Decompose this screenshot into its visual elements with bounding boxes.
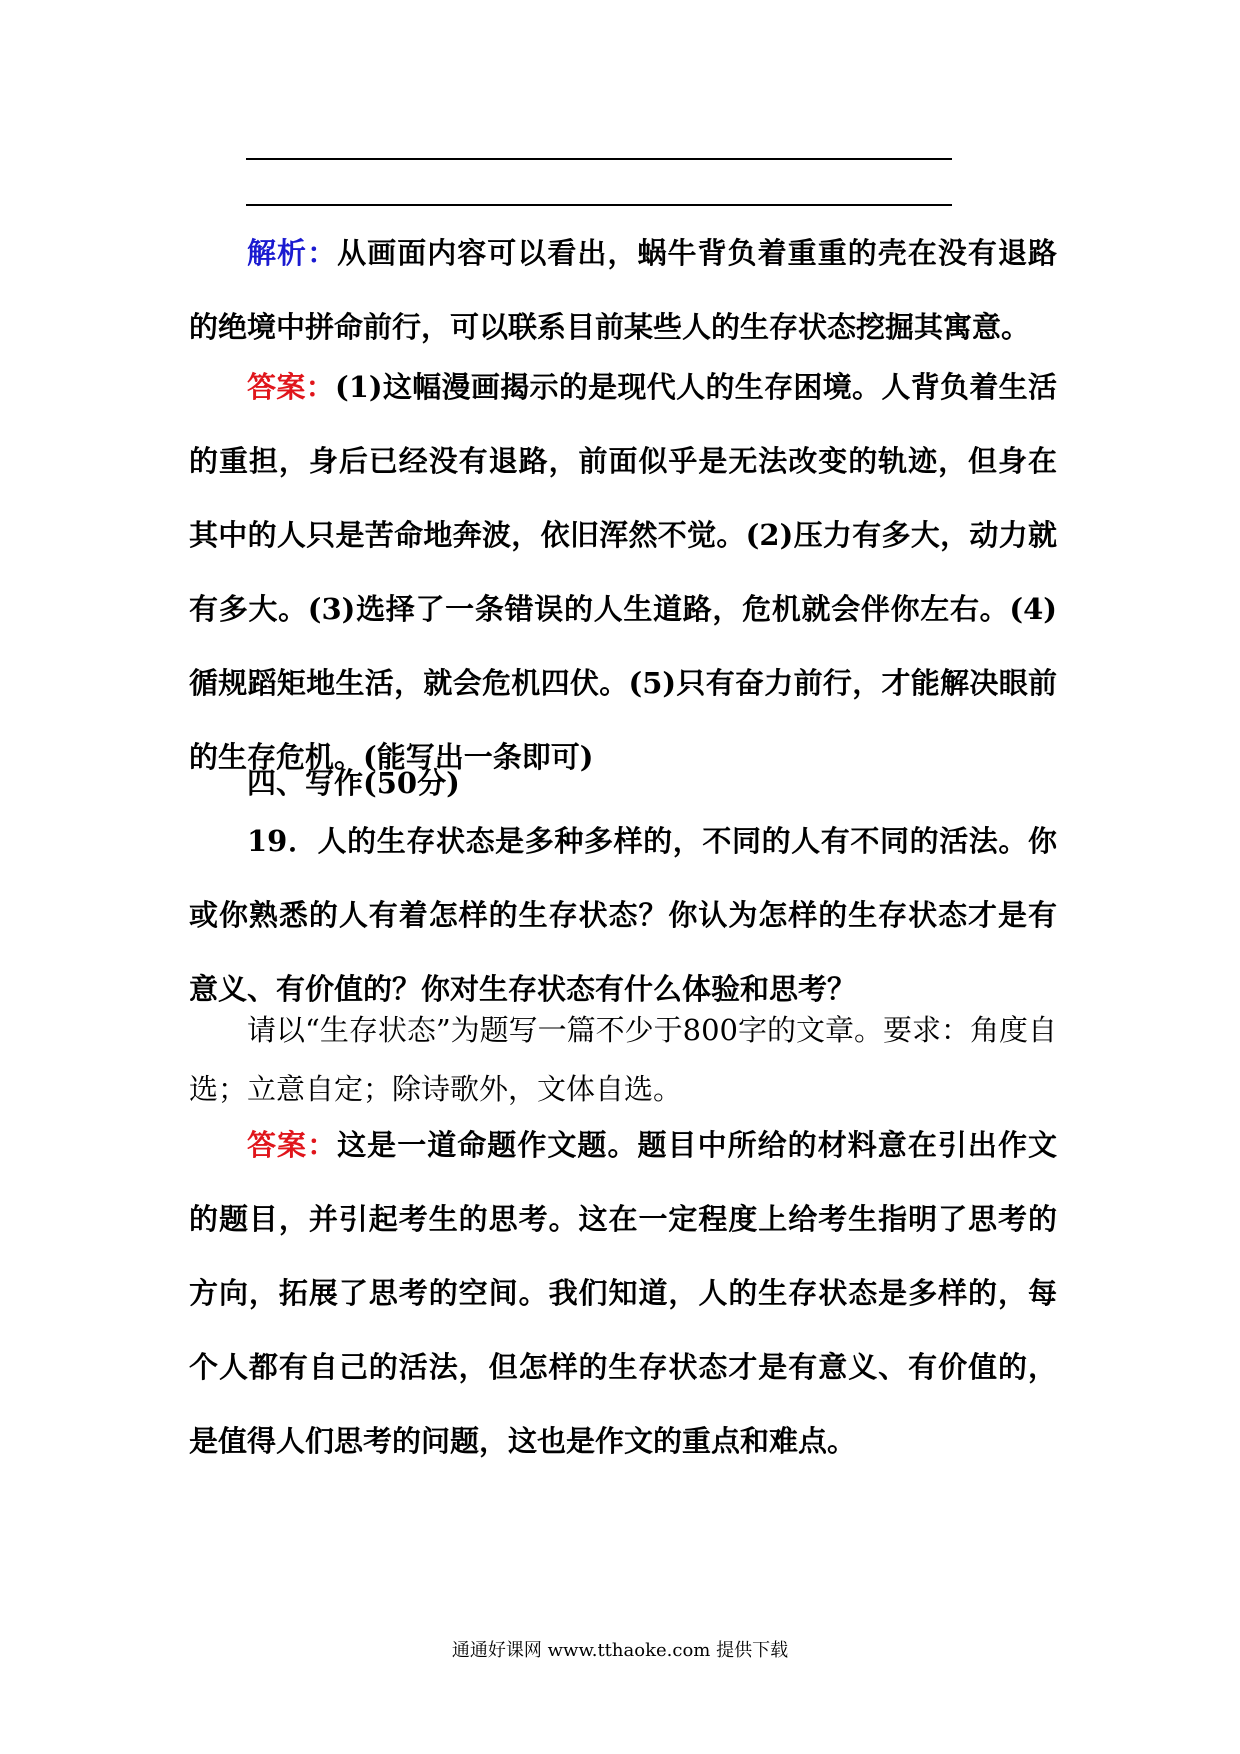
question-19-text: 19．人的生存状态是多种多样的，不同的人有不同的活法。你或你熟悉的人有着怎样的生存状态？你认为怎样的生存状态才是有意义、有价值的？你对生存状态有什么体验和思考？	[189, 824, 1057, 1006]
answer-text: (1)这幅漫画揭示的是现代人的生存困境。人背负着生活的重担，身后已经没有退路，前面似乎是无法改变的轨迹，但身在其中的人只是苦命地奔波，依旧浑然不觉。(2)压力有多大，动力就有多大。(3)选择了一条错误的人生道路，危机就会伴你左右。(4)循规蹈矩地生活，就会危机四伏。(5)只有奋力前行，才能解决眼前的生存危机。(能写出一条即可)	[189, 370, 1057, 774]
page-footer: 通通好课网 www.tthaoke.com 提供下载	[451, 1640, 789, 1661]
analysis-text: 从画面内容可以看出，蜗牛背负着重重的壳在没有退路的绝境中拼命前行，可以联系目前某些人的生存状态挖掘其寓意。	[189, 236, 1057, 344]
section-heading-text: 四、写作(50分)	[247, 766, 460, 800]
writing-instruction-text: 请以“生存状态”为题写一篇不少于800字的文章。要求：角度自选；立意自定；除诗歌外，文体自选。	[189, 1013, 1058, 1106]
answer-blank-line-1	[246, 158, 952, 160]
answer-blank-line-2	[246, 204, 952, 206]
writing-instruction	[189, 1001, 1057, 1119]
answer-text-2: 这是一道命题作文题。题目中所给的材料意在引出作文的题目，并引起考生的思考。这在一定程度上给考生指明了思考的方向，拓展了思考的空间。我们知道，人的生存状态是多样的，每个人都有自己的活法，但怎样的生存状态才是有意义、有价值的，是值得人们思考的问题，这也是作文的重点和难点。	[189, 1128, 1057, 1458]
question-19	[189, 804, 1057, 1026]
answer-label: 答案：	[247, 370, 335, 404]
analysis-label: 解析：	[247, 236, 338, 270]
answer-label-2: 答案：	[247, 1128, 338, 1162]
answer-paragraph-2	[189, 1108, 1057, 1478]
analysis-paragraph	[189, 216, 1057, 364]
answer-paragraph-1	[189, 350, 1057, 794]
